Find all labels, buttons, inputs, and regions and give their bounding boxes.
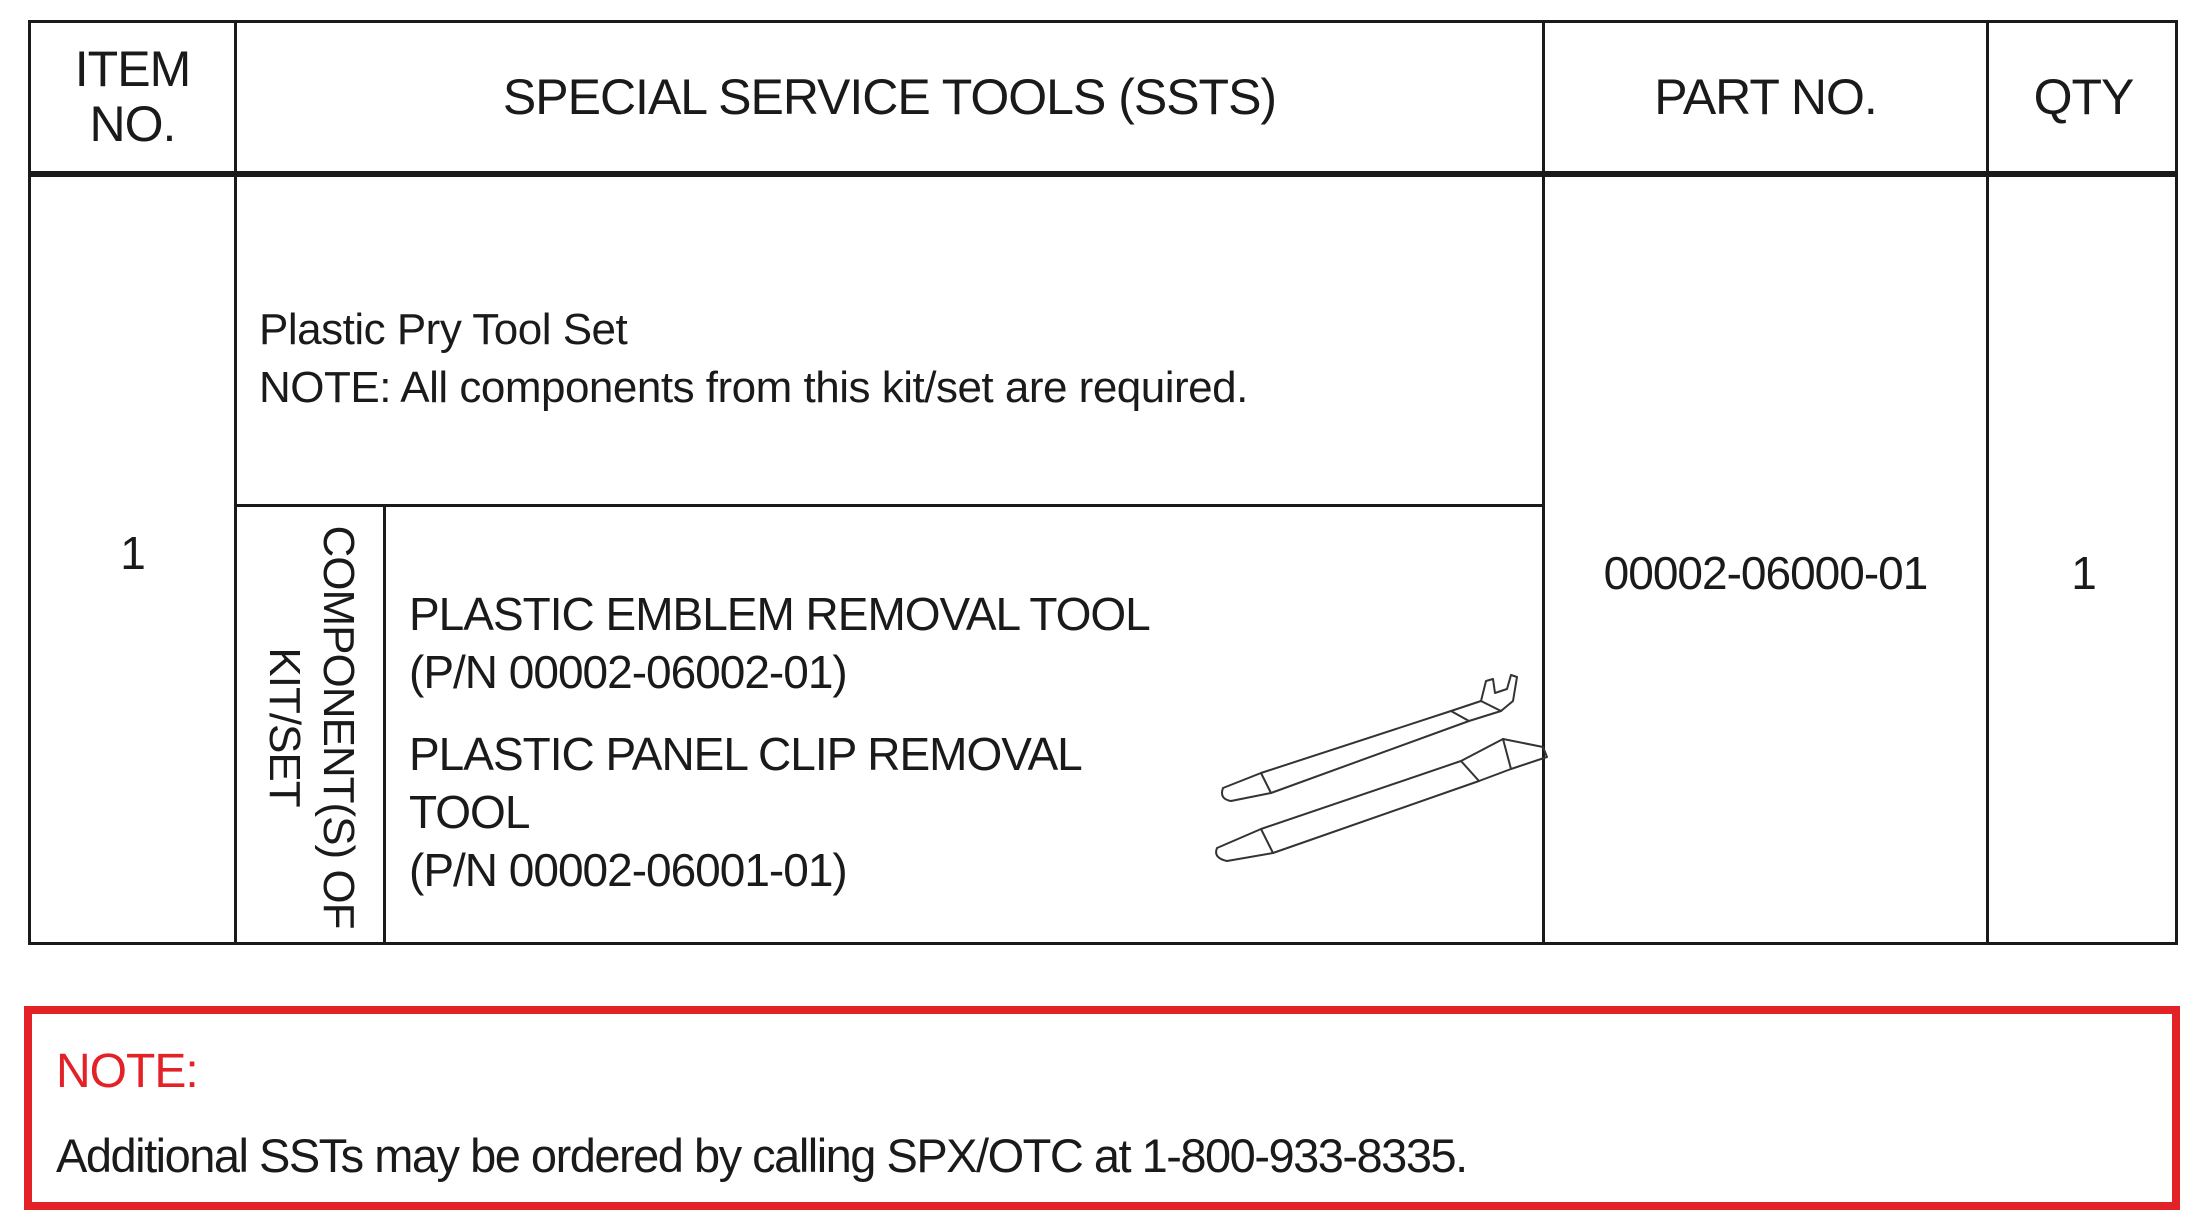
components-label-cell (237, 507, 385, 947)
header-qty: QTY (2033, 68, 2134, 125)
component-1-name: PLASTIC EMBLEM REMOVAL TOOL (409, 588, 1150, 640)
header-part-no: PART NO. (1654, 68, 1877, 125)
part-number-value: 00002-06000-01 (1603, 546, 1928, 599)
header-tools: SPECIAL SERVICE TOOLS (SSTS) (502, 68, 1277, 125)
component-2-name-line1: PLASTIC PANEL CLIP REMOVAL (409, 728, 1082, 780)
components-label: COMPONENT(S) OF KIT/SET (260, 525, 363, 929)
component-1 (409, 585, 1150, 701)
qty-value: 1 (2071, 546, 2096, 599)
component-1-pn: (P/N 00002-06002-01) (409, 646, 847, 698)
component-2 (409, 725, 1082, 899)
tool-description (259, 301, 1248, 417)
tool-set-note: NOTE: All components from this kit/set are required. (259, 363, 1248, 412)
header-divider (31, 171, 2175, 177)
description-divider (234, 504, 1545, 507)
row-item-number: 1 (120, 526, 145, 579)
component-2-pn: (P/N 00002-06001-01) (409, 844, 847, 896)
header-item-no: ITEM NO. (74, 41, 191, 152)
note-text: Additional SSTs may be ordered by calling SPX/OTC at 1-800-933-8335. (56, 1129, 1467, 1182)
note-box (24, 1006, 2180, 1210)
tool-set-title: Plastic Pry Tool Set (259, 305, 628, 354)
sst-table (28, 20, 2178, 945)
component-2-name-line2: TOOL (409, 786, 530, 838)
plastic-pry-tools-illustration (1211, 643, 1561, 883)
note-title: NOTE: (56, 1045, 198, 1098)
